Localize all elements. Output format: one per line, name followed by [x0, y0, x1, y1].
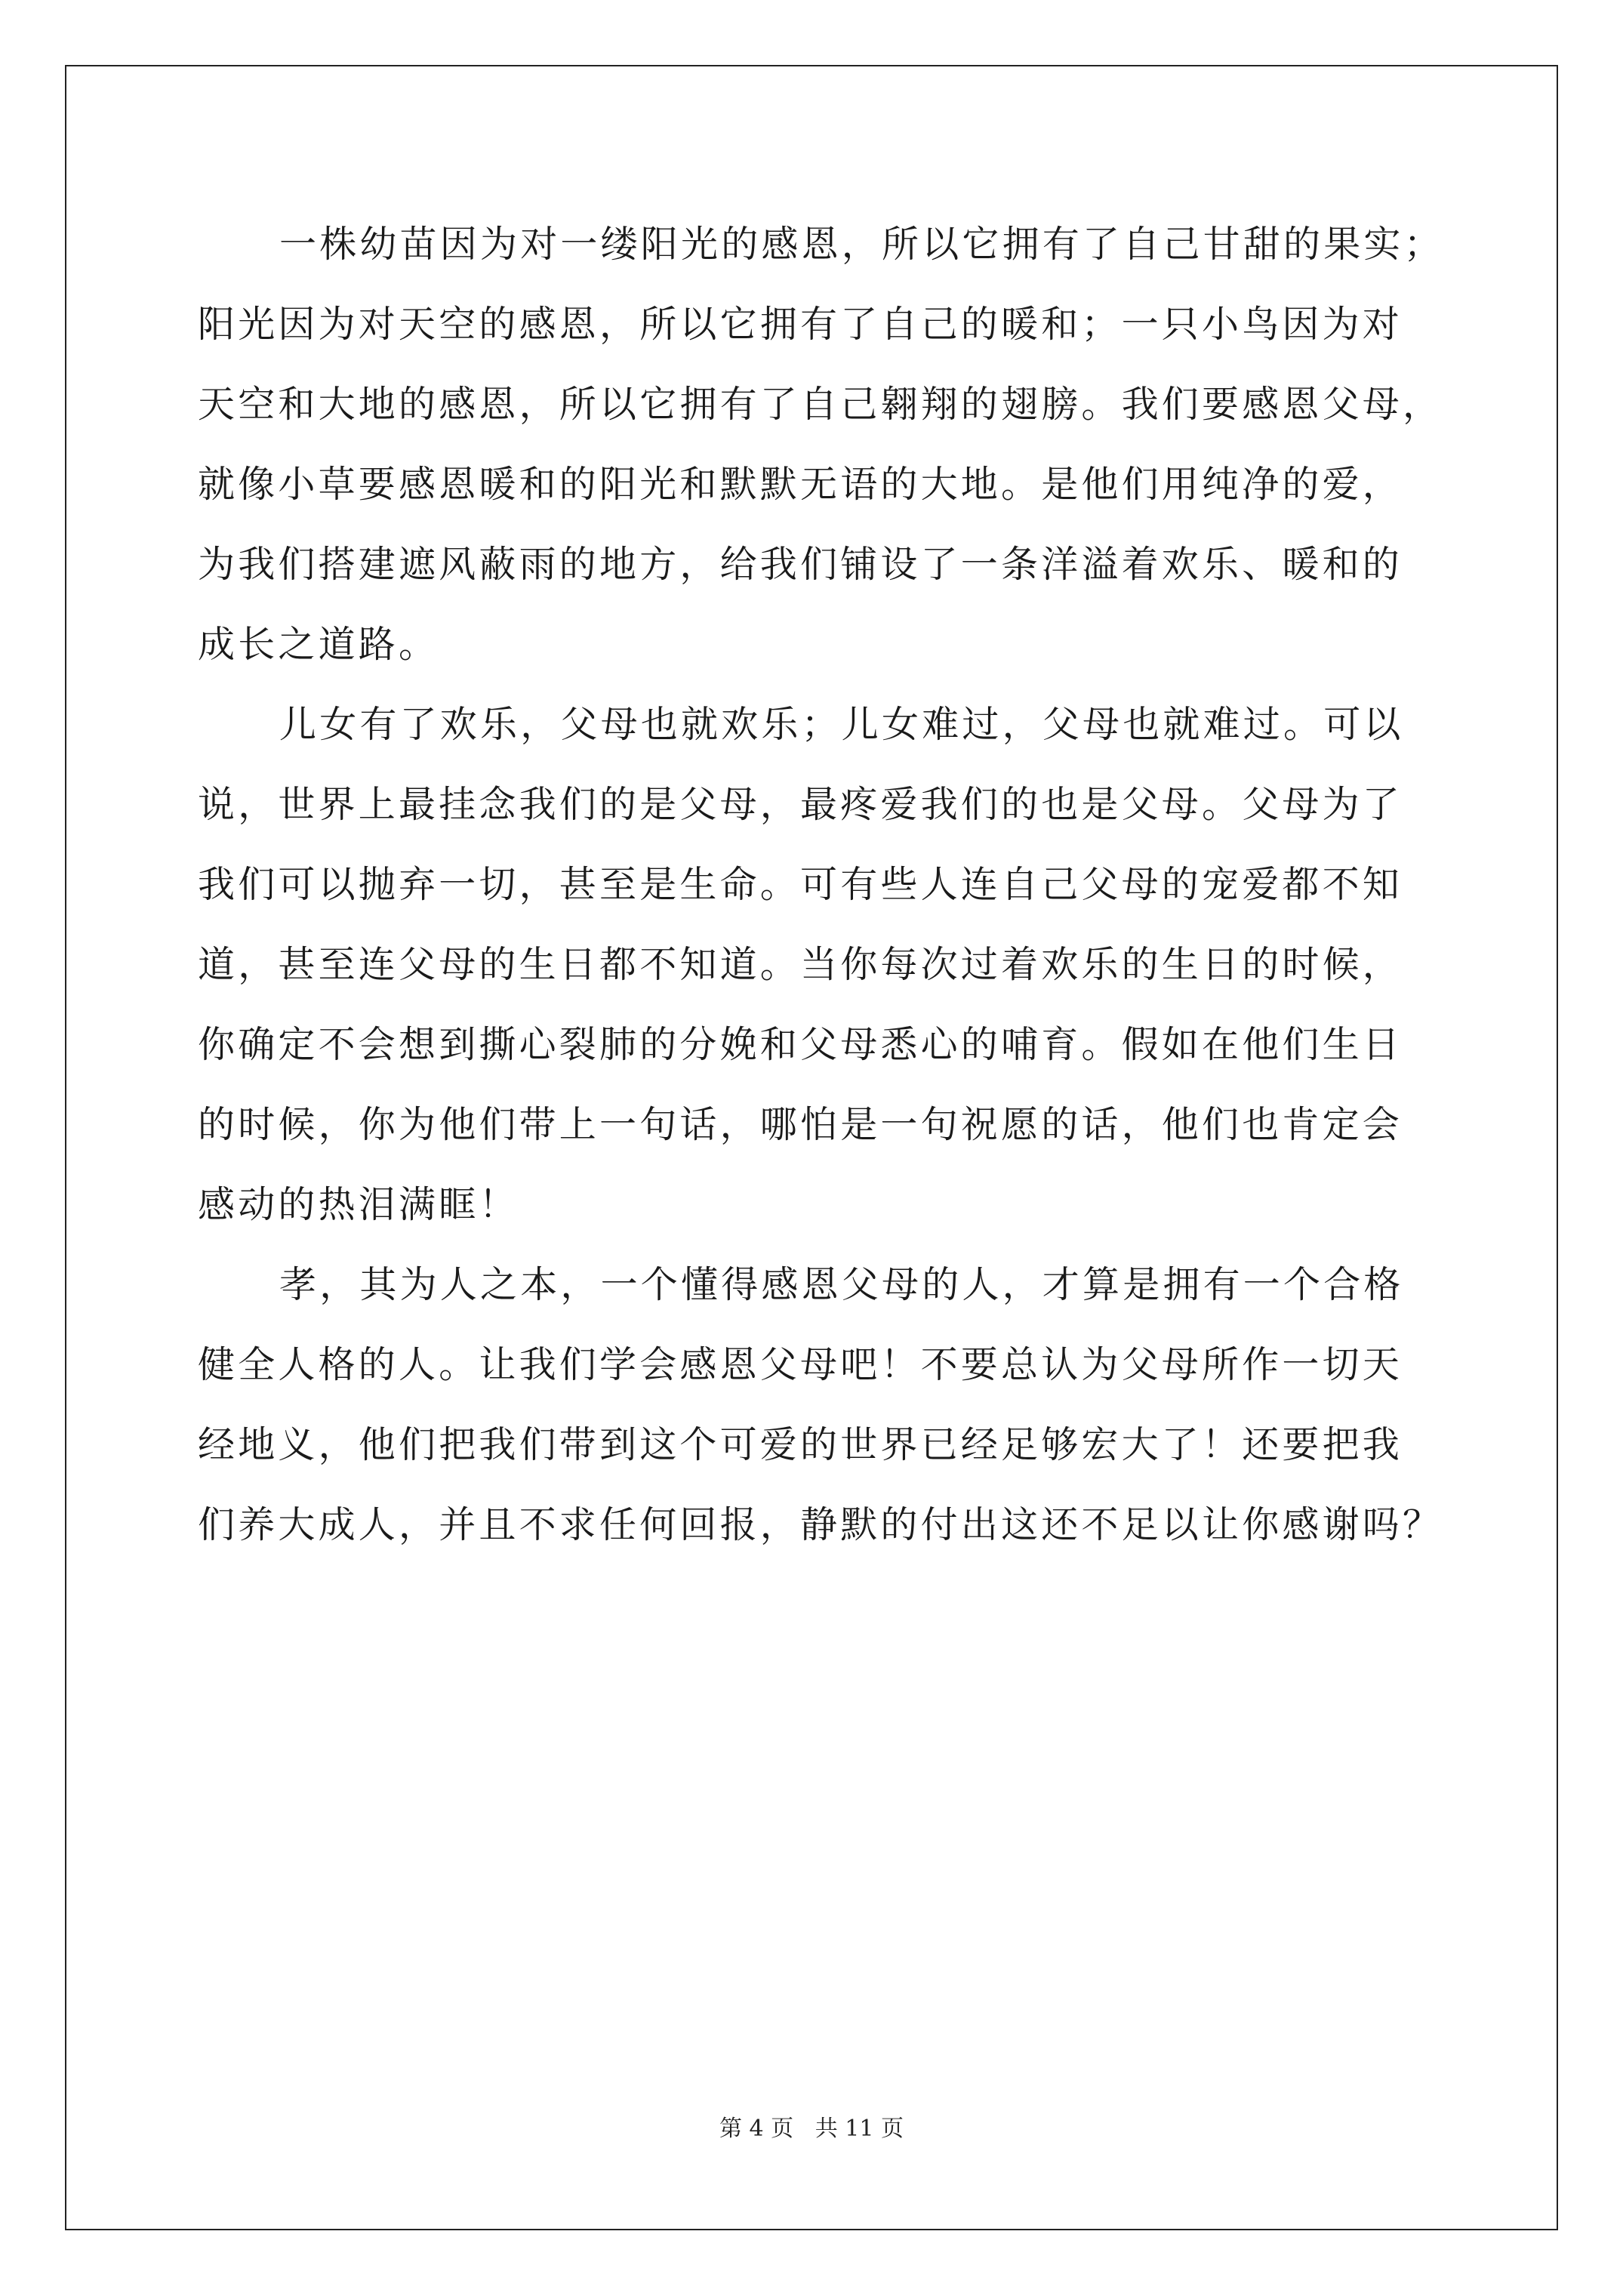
- paragraph-line: 的时候，你为他们带上一句话，哪怕是一句祝愿的话，他们也肯定会: [198, 1103, 1403, 1146]
- paragraph-line: 我们可以抛弃一切，甚至是生命。可有些人连自己父母的宠爱都不知: [198, 863, 1403, 906]
- paragraph-line: 一株幼苗因为对一缕阳光的感恩，所以它拥有了自己甘甜的果实；: [279, 223, 1444, 266]
- document-body: [198, 205, 1444, 1565]
- paragraph-line: 感动的热泪满眶！: [198, 1183, 519, 1226]
- paragraph-line: 孝，其为人之本，一个懂得感恩父母的人，才算是拥有一个合格: [279, 1263, 1404, 1306]
- paragraph-line: 说，世界上最挂念我们的是父母，最疼爱我们的也是父母。父母为了: [198, 783, 1403, 826]
- paragraph-line: 儿女有了欢乐，父母也就欢乐；儿女难过，父母也就难过。可以: [279, 703, 1404, 746]
- paragraph-line: 天空和大地的感恩，所以它拥有了自己翱翔的翅膀。我们要感恩父母，: [198, 383, 1443, 426]
- paragraph-line: 阳光因为对天空的感恩，所以它拥有了自己的暖和；一只小鸟因为对: [198, 303, 1403, 346]
- paragraph-line: 你确定不会想到撕心裂肺的分娩和父母悉心的哺育。假如在他们生日: [198, 1023, 1403, 1066]
- paragraph-line: 经地义，他们把我们带到这个可爱的世界已经足够宏大了！还要把我: [198, 1423, 1403, 1466]
- paragraph-line: 为我们搭建遮风蔽雨的地方，给我们铺设了一条洋溢着欢乐、暖和的: [198, 543, 1403, 586]
- page-total: 共 11 页: [815, 2116, 904, 2142]
- paragraph-2: [198, 685, 1421, 1245]
- paragraph-1: [198, 205, 1444, 685]
- paragraph-line: 健全人格的人。让我们学会感恩父母吧！不要总认为父母所作一切天: [198, 1343, 1403, 1386]
- paragraph-3: [198, 1245, 1443, 1565]
- paragraph-line: 们养大成人，并且不求任何回报，静默的付出这还不足以让你感谢吗？: [198, 1503, 1443, 1546]
- paragraph-line: 道，甚至连父母的生日都不知道。当你每次过着欢乐的生日的时候，: [198, 943, 1403, 986]
- page-footer: [0, 2114, 1623, 2144]
- paragraph-line: 就像小草要感恩暖和的阳光和默默无语的大地。是他们用纯净的爱，: [198, 463, 1403, 506]
- paragraph-line: 成长之道路。: [198, 623, 439, 666]
- page-number: 第 4 页: [719, 2116, 794, 2142]
